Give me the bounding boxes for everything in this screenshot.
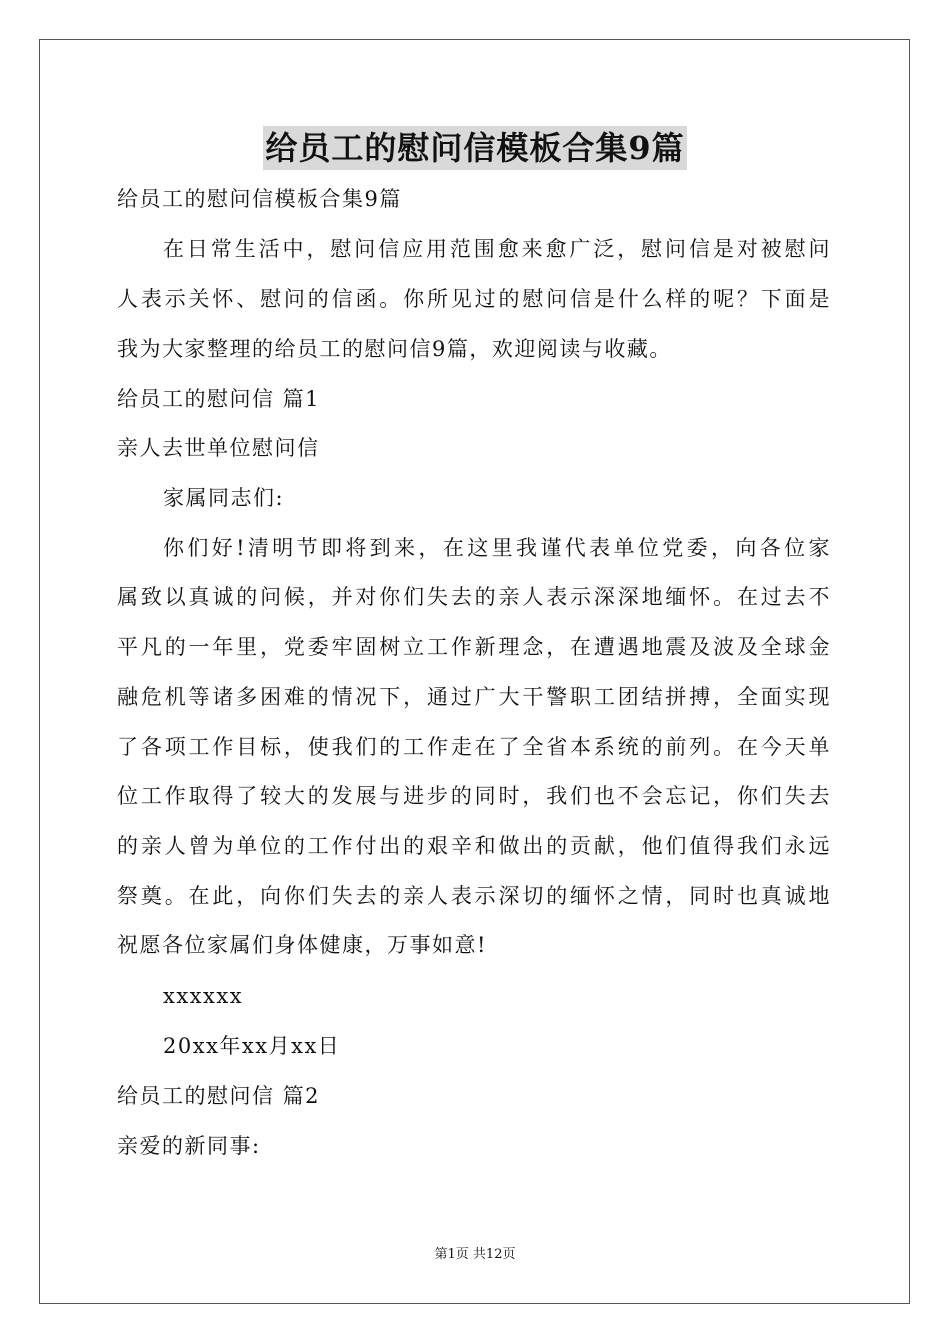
intro-line-3: 我为大家整理的给员工的慰问信9篇，欢迎阅读与收藏。 <box>117 337 672 361</box>
page-footer: 第1页 共12页 <box>434 1247 516 1262</box>
page-border <box>39 39 910 1304</box>
section-heading-2: 给员工的慰问信 篇2 <box>117 1084 321 1108</box>
intro-line-2: 人表示关怀、慰问的信函。你所见过的慰问信是什么样的呢？下面是 <box>117 287 831 311</box>
body-line-9: 祝愿各位家属们身体健康，万事如意! <box>117 933 487 957</box>
body-line-2: 属致以真诚的问候，并对你们失去的亲人表示深深地缅怀。在过去不 <box>117 585 831 609</box>
body-line-8: 祭奠。在此，向你们失去的亲人表示深切的缅怀之情，同时也真诚地 <box>117 884 831 908</box>
signature: xxxxxx <box>163 984 244 1008</box>
body-line-5: 了各项工作目标，使我们的工作走在了全省本系统的前列。在今天单 <box>117 735 831 759</box>
document-title: 给员工的慰问信模板合集9篇 <box>263 126 686 170</box>
salutation-2: 亲爱的新同事: <box>117 1134 261 1158</box>
body-line-1: 你们好!清明节即将到来，在这里我谨代表单位党委，向各位家 <box>163 536 831 560</box>
body-line-7: 的亲人曾为单位的工作付出的艰辛和做出的贡献，他们值得我们永远 <box>117 834 831 858</box>
salutation-1: 家属同志们: <box>163 486 285 510</box>
body-line-3: 平凡的一年里，党委牢固树立工作新理念，在遭遇地震及波及全球金 <box>117 635 831 659</box>
subtitle-line: 给员工的慰问信模板合集9篇 <box>117 187 402 211</box>
letter-date: 20xx年xx月xx日 <box>163 1034 341 1058</box>
section-heading-1: 给员工的慰问信 篇1 <box>117 387 321 411</box>
body-line-6: 位工作取得了较大的发展与进步的同时，我们也不会忘记，你们失去 <box>117 784 831 808</box>
body-line-4: 融危机等诸多困难的情况下，通过广大干警职工团结拼搏，全面实现 <box>117 685 831 709</box>
title-wrap <box>0 126 950 170</box>
intro-line-1: 在日常生活中，慰问信应用范围愈来愈广泛，慰问信是对被慰问 <box>163 237 831 261</box>
letter-title-1: 亲人去世单位慰问信 <box>117 436 320 460</box>
